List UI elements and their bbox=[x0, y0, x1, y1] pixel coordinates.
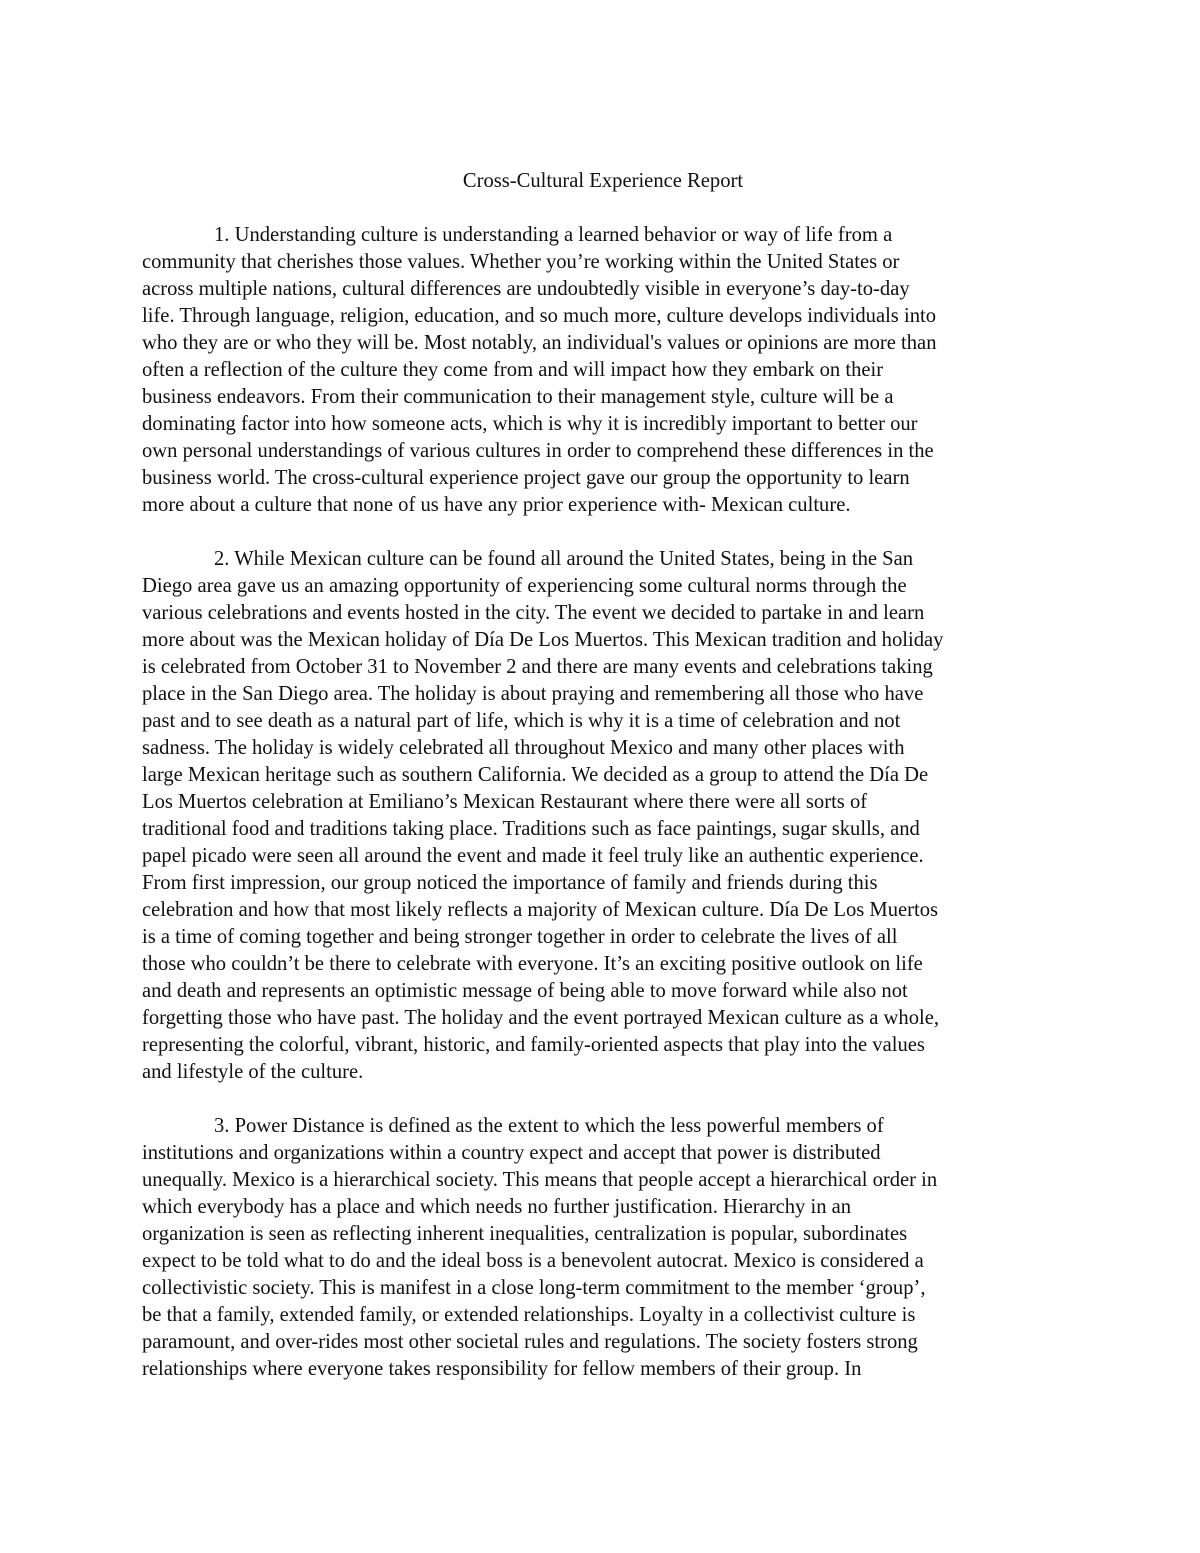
paragraph-line: is a time of coming together and being stronger together in order to celebrate the lives of all bbox=[142, 926, 898, 948]
paragraph-line: often a reflection of the culture they come from and will impact how they embark on their bbox=[142, 359, 884, 381]
paragraph-2 bbox=[142, 546, 1052, 1086]
paragraph-1 bbox=[142, 222, 1052, 519]
paragraph-line: is celebrated from October 31 to November 2 and there are many events and celebrations taking bbox=[142, 656, 933, 678]
paragraph-line: 1. Understanding culture is understanding a learned behavior or way of life from a bbox=[214, 224, 893, 246]
paragraph-line: more about a culture that none of us have any prior experience with- Mexican culture. bbox=[142, 494, 851, 516]
paragraph-line: life. Through language, religion, education, and so much more, culture develops individuals into bbox=[142, 305, 937, 327]
paragraph-line: business world. The cross-cultural experience project gave our group the opportunity to learn bbox=[142, 467, 910, 489]
paragraph-line: business endeavors. From their communication to their management style, culture will be a bbox=[142, 386, 894, 408]
paragraph-line: own personal understandings of various cultures in order to comprehend these differences in the bbox=[142, 440, 934, 462]
document-title: Cross-Cultural Experience Report bbox=[462, 170, 744, 192]
paragraph-line: celebration and how that most likely reflects a majority of Mexican culture. Día De Los Muertos bbox=[142, 899, 939, 921]
paragraph-line: which everybody has a place and which needs no further justification. Hierarchy in an bbox=[142, 1196, 852, 1218]
paragraph-line: and lifestyle of the culture. bbox=[142, 1061, 364, 1083]
paragraph-line: Los Muertos celebration at Emiliano’s Mexican Restaurant where there were all sorts of bbox=[142, 791, 868, 813]
paragraph-line: 2. While Mexican culture can be found all around the United States, being in the San bbox=[214, 548, 914, 570]
paragraph-line: unequally. Mexico is a hierarchical society. This means that people accept a hierarchical order in bbox=[142, 1169, 938, 1191]
paragraph-line: across multiple nations, cultural differences are undoubtedly visible in everyone’s day-to-day bbox=[142, 278, 910, 300]
paragraph-line: Diego area gave us an amazing opportunity of experiencing some cultural norms through the bbox=[142, 575, 907, 597]
paragraph-line: expect to be told what to do and the ideal boss is a benevolent autocrat. Mexico is considered a bbox=[142, 1250, 924, 1272]
document-body bbox=[142, 168, 1052, 1410]
paragraph-line: forgetting those who have past. The holiday and the event portrayed Mexican culture as a whole, bbox=[142, 1007, 940, 1029]
paragraph-line: institutions and organizations within a country expect and accept that power is distributed bbox=[142, 1142, 881, 1164]
paragraph-container bbox=[142, 222, 1052, 1383]
paragraph-line: 3. Power Distance is defined as the extent to which the less powerful members of bbox=[214, 1115, 884, 1137]
paragraph-3 bbox=[142, 1113, 1052, 1383]
paragraph-line: large Mexican heritage such as southern California. We decided as a group to attend the Día De bbox=[142, 764, 929, 786]
paragraph-line: be that a family, extended family, or extended relationships. Loyalty in a collectivist culture is bbox=[142, 1304, 916, 1326]
paragraph-line: sadness. The holiday is widely celebrated all throughout Mexico and many other places with bbox=[142, 737, 905, 759]
paragraph-line: organization is seen as reflecting inherent inequalities, centralization is popular, subordinates bbox=[142, 1223, 908, 1245]
paragraph-line: those who couldn’t be there to celebrate with everyone. It’s an exciting positive outlook on life bbox=[142, 953, 923, 975]
paragraph-line: and death and represents an optimistic message of being able to move forward while also not bbox=[142, 980, 908, 1002]
paragraph-line: traditional food and traditions taking place. Traditions such as face paintings, sugar skulls, and bbox=[142, 818, 920, 840]
paragraph-line: From first impression, our group noticed the importance of family and friends during this bbox=[142, 872, 878, 894]
paragraph-line: dominating factor into how someone acts, which is why it is incredibly important to better our bbox=[142, 413, 918, 435]
paragraph-line: past and to see death as a natural part of life, which is why it is a time of celebration and not bbox=[142, 710, 901, 732]
paragraph-line: who they are or who they will be. Most notably, an individual's values or opinions are more than bbox=[142, 332, 937, 354]
paragraph-line: collectivistic society. This is manifest in a close long-term commitment to the member ‘group’, bbox=[142, 1277, 926, 1299]
paragraph-line: community that cherishes those values. Whether you’re working within the United States or bbox=[142, 251, 900, 273]
paragraph-line: paramount, and over-rides most other societal rules and regulations. The society fosters strong bbox=[142, 1331, 918, 1353]
paragraph-line: place in the San Diego area. The holiday is about praying and remembering all those who have bbox=[142, 683, 924, 705]
paragraph-line: representing the colorful, vibrant, historic, and family-oriented aspects that play into the values bbox=[142, 1034, 925, 1056]
paragraph-line: relationships where everyone takes responsibility for fellow members of their group. In bbox=[142, 1358, 862, 1380]
paragraph-line: more about was the Mexican holiday of Día De Los Muertos. This Mexican tradition and holiday bbox=[142, 629, 944, 651]
paragraph-line: papel picado were seen all around the event and made it feel truly like an authentic experience. bbox=[142, 845, 924, 867]
paragraph-line: various celebrations and events hosted in the city. The event we decided to partake in and learn bbox=[142, 602, 925, 624]
